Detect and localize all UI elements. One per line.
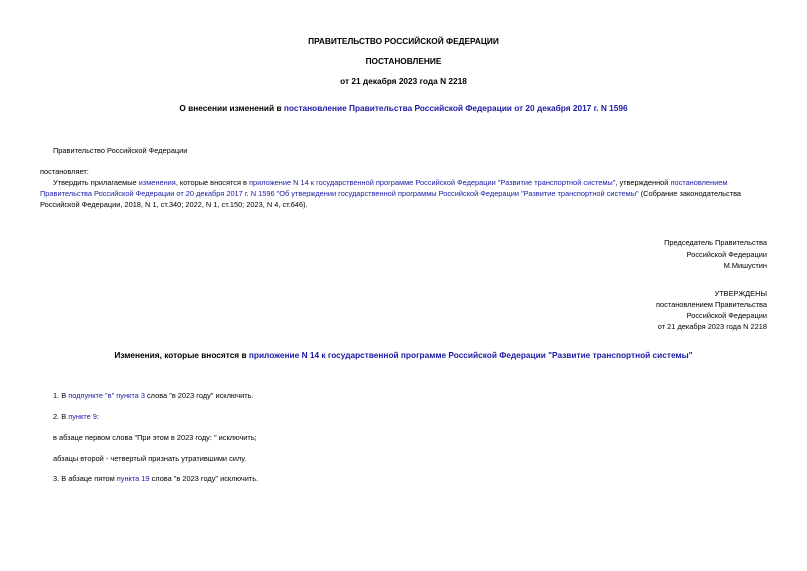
doc-title [0, 104, 807, 112]
item-3-link[interactable]: пункта 19 [116, 474, 150, 483]
approved-line-4: от 21 декабря 2023 года N 2218 [657, 322, 767, 331]
appendix-14-link[interactable]: приложение N 14 к государственной программе Российской Федерации "Развитие транспортной системы" [249, 178, 616, 187]
doc-type: ПОСТАНОВЛЕНИЕ [365, 56, 442, 66]
changes-link[interactable]: изменения [138, 178, 176, 187]
decree-1596-link[interactable]: постановлением Правительства Российской Федерации от 20 декабря 2017 г. N 1596 "Об утверждении государственной программы Российской Федерации "Развитие транспортной системы" [40, 178, 728, 198]
item-2 [53, 413, 99, 420]
p1-text-4: (Собрание законодательства Российской Федерации, 2018, N 1, ст.340; 2022, N 1, ст.150; 2023, N 4, ст.646). [40, 189, 742, 209]
approval-paragraph [40, 177, 768, 210]
p1-text-3: , утвержденной [615, 178, 671, 187]
item-2-paragraph-a: в абзаце первом слова "При этом в 2023 году: " исключить; [53, 433, 257, 442]
org-name: ПРАВИТЕЛЬСТВО РОССИЙСКОЙ ФЕДЕРАЦИИ [308, 36, 499, 46]
item-1 [53, 392, 254, 399]
approved-line-1: УТВЕРЖДЕНЫ [714, 289, 767, 298]
item-2-text-1: 2. В [53, 412, 69, 421]
doc-title-prefix: О внесении изменений в [179, 103, 284, 113]
changes-title [0, 351, 807, 359]
government-intro: Правительство Российской Федерации [53, 146, 188, 155]
changes-title-prefix: Изменения, которые вносятся в [114, 350, 249, 360]
approved-line-3: Российской Федерации [686, 311, 767, 320]
signature-line-2: Российской Федерации [686, 250, 767, 259]
item-1-text-2: слова "в 2023 году" исключить. [144, 391, 254, 400]
signature-name: М.Мишустин [723, 261, 767, 270]
decrees-word: постановляет: [40, 167, 89, 176]
item-1-link[interactable]: подпункте "в" пункта 3 [68, 391, 145, 400]
signature-line-1: Председатель Правительства [664, 238, 767, 247]
approved-line-2: постановлением Правительства [656, 300, 767, 309]
p1-text-1: Утвердить прилагаемые [53, 178, 139, 187]
item-2-paragraph-b: абзацы второй - четвертый признать утратившими силу. [53, 454, 247, 463]
item-3 [53, 475, 258, 482]
doc-date-number: от 21 декабря 2023 года N 2218 [340, 76, 467, 86]
item-2-link[interactable]: пункте 9 [68, 412, 97, 421]
item-3-text-2: слова "в 2023 году" исключить. [149, 474, 259, 483]
item-2-text-2: : [96, 412, 99, 421]
p1-text-2: , которые вносятся в [175, 178, 250, 187]
item-3-text-1: 3. В абзаце пятом [53, 474, 117, 483]
item-1-text-1: 1. В [53, 391, 69, 400]
changes-title-link[interactable]: приложение N 14 к государственной программе Российской Федерации "Развитие транспортной системы" [248, 350, 693, 360]
doc-title-link[interactable]: постановление Правительства Российской Федерации от 20 декабря 2017 г. N 1596 [283, 103, 628, 113]
